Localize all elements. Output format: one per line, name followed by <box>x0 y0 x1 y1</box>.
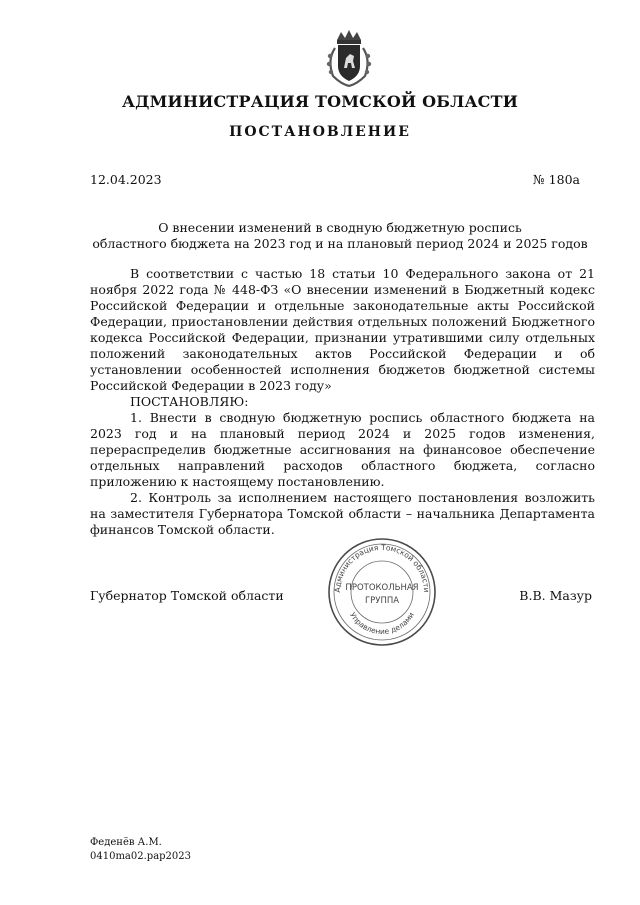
stamp-outer-top: Администрация Томской области <box>332 542 432 593</box>
document-subject <box>90 220 590 252</box>
clause-2-paragraph: 2. Контроль за исполнением настоящего постановления возложить на заместителя Губернатора Томской области – начальника Департамента финансов Томской области. <box>90 490 595 537</box>
footer-author: Феденёв А.М. <box>90 837 162 848</box>
document-footer <box>90 836 191 864</box>
subject-line-1: О внесении изменений в сводную бюджетную роспись <box>158 220 522 235</box>
signatory-title: Губернатор Томской области <box>90 588 284 603</box>
stamp-outer-bottom: Управление делами <box>348 610 416 637</box>
footer-code: 0410ma02.pap2023 <box>90 851 192 862</box>
clause-1-paragraph: 1. Внести в сводную бюджетную роспись областного бюджета на 2023 год и на плановый период 2024 и 2025 годов изменения, перераспределив бюджетные ассигнования на финансовое обеспечение отдельных направлений расходов областного бюджета, согласно приложению к настоящему постановлению. <box>90 410 595 489</box>
signatory-name: В.В. Мазур <box>519 588 592 603</box>
resolve-heading: ПОСТАНОВЛЯЮ: <box>130 394 249 409</box>
document-body <box>90 266 595 538</box>
document-type: ПОСТАНОВЛЕНИЕ <box>229 124 411 140</box>
stamp-center-line-2: ГРУППА <box>364 596 400 606</box>
stamp-center-line-1: ПРОТОКОЛЬНАЯ <box>345 583 419 593</box>
preamble-paragraph: В соответствии с частью 18 статьи 10 Федерального закона от 21 ноября 2022 года № 448-ФЗ «О внесении изменений в Бюджетный кодекс Российской Федерации и отдельные законодательные акты Российской Федерации, приостановлении действия отдельных положений Бюджетного кодекса Российской Федерации, признании утратившими силу отдельных положений законодательных актов Российской Федерации и об установлении особенностей исполнения бюджетов бюджетной системы Российской Федерации в 2023 году» <box>90 266 595 393</box>
tomsk-oblast-coat-of-arms-icon <box>317 26 381 90</box>
document-date: 12.04.2023 <box>90 172 162 187</box>
subject-line-2: областного бюджета на 2023 год и на плановый период 2024 и 2025 годов <box>92 236 588 251</box>
document-number: № 180а <box>532 172 580 187</box>
round-stamp-icon <box>326 536 438 648</box>
agency-title: АДМИНИСТРАЦИЯ ТОМСКОЙ ОБЛАСТИ <box>121 92 519 111</box>
